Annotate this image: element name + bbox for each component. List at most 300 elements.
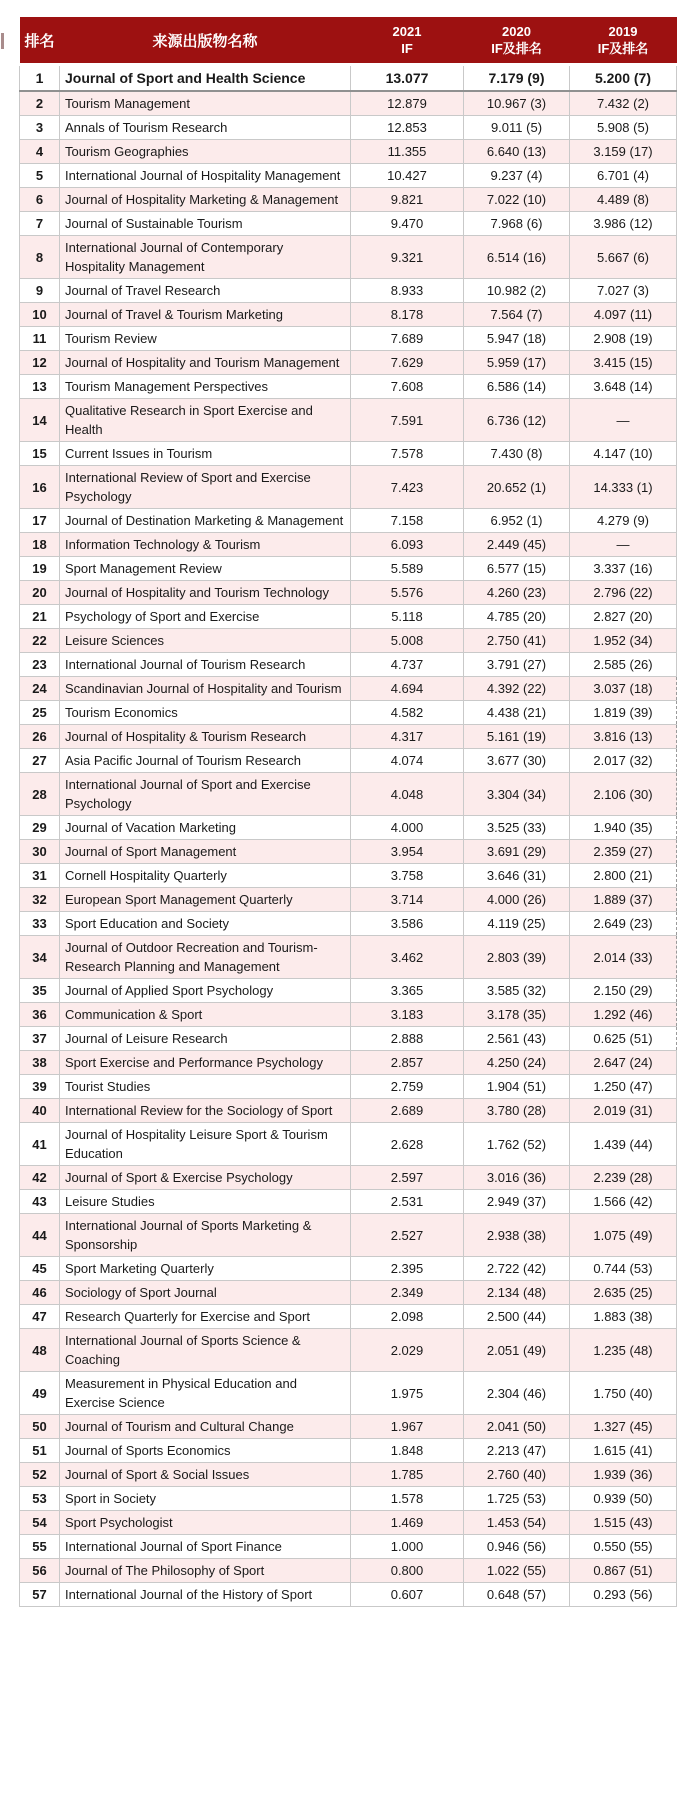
if-2019-cell: 2.649 (23): [570, 912, 677, 936]
journal-name-cell: Journal of Sport Management: [60, 840, 351, 864]
journal-name-cell: Communication & Sport: [60, 1003, 351, 1027]
rank-cell: 23: [20, 653, 60, 677]
if-2020-cell: 6.514 (16): [464, 236, 570, 279]
if-2019-cell: 2.796 (22): [570, 581, 677, 605]
if-2019-cell: 5.908 (5): [570, 116, 677, 140]
rank-cell: 15: [20, 442, 60, 466]
table-row: [20, 1166, 677, 1190]
if-2020-cell: 10.967 (3): [464, 91, 570, 116]
table-row: [20, 399, 677, 442]
rank-cell: 35: [20, 979, 60, 1003]
if-2021-cell: 3.714: [351, 888, 464, 912]
if-2020-cell: 2.750 (41): [464, 629, 570, 653]
if-2020-cell: 2.304 (46): [464, 1372, 570, 1415]
if-2021-cell: 2.888: [351, 1027, 464, 1051]
if-2019-cell: 1.940 (35): [570, 816, 677, 840]
if-2020-cell: 4.119 (25): [464, 912, 570, 936]
table-row: [20, 466, 677, 509]
if-2020-cell: 2.213 (47): [464, 1439, 570, 1463]
if-2019-cell: 2.017 (32): [570, 749, 677, 773]
if-2019-cell: 1.292 (46): [570, 1003, 677, 1027]
table-row: [20, 1463, 677, 1487]
table-row: [20, 816, 677, 840]
rank-cell: 24: [20, 677, 60, 701]
rank-cell: 45: [20, 1257, 60, 1281]
rank-cell: 44: [20, 1214, 60, 1257]
table-row: [20, 701, 677, 725]
table-row: [20, 1099, 677, 1123]
if-2021-cell: 2.531: [351, 1190, 464, 1214]
table-row: [20, 1415, 677, 1439]
if-2021-cell: 12.879: [351, 91, 464, 116]
if-2021-cell: 1.469: [351, 1511, 464, 1535]
if-2020-cell: 2.561 (43): [464, 1027, 570, 1051]
if-2020-cell: 4.250 (24): [464, 1051, 570, 1075]
journal-name-cell: International Journal of Hospitality Management: [60, 164, 351, 188]
if-2019-cell: —: [570, 399, 677, 442]
if-2020-cell: 20.652 (1): [464, 466, 570, 509]
journal-name-cell: Leisure Sciences: [60, 629, 351, 653]
if-2021-cell: 2.597: [351, 1166, 464, 1190]
rank-cell: 27: [20, 749, 60, 773]
table-row: [20, 677, 677, 701]
if-2020-cell: 4.438 (21): [464, 701, 570, 725]
table-row: [20, 116, 677, 140]
journal-name-cell: International Journal of Sports Science & Coaching: [60, 1329, 351, 1372]
journal-name-cell: Sport Marketing Quarterly: [60, 1257, 351, 1281]
journal-name-cell: Journal of Sports Economics: [60, 1439, 351, 1463]
table-row: [20, 533, 677, 557]
if-2020-cell: 5.947 (18): [464, 327, 570, 351]
header-journal-name: 来源出版物名称: [60, 17, 351, 65]
rank-cell: 50: [20, 1415, 60, 1439]
if-2019-cell: 14.333 (1): [570, 466, 677, 509]
if-2021-cell: 0.800: [351, 1559, 464, 1583]
if-2021-cell: 10.427: [351, 164, 464, 188]
rank-cell: 51: [20, 1439, 60, 1463]
if-2021-cell: 7.591: [351, 399, 464, 442]
table-row: [20, 1511, 677, 1535]
if-2020-cell: 9.237 (4): [464, 164, 570, 188]
table-row: [20, 509, 677, 533]
journal-name-cell: Sport Exercise and Performance Psychology: [60, 1051, 351, 1075]
header-rank: 排名: [20, 17, 60, 65]
table-row: [20, 1075, 677, 1099]
if-2021-cell: 8.933: [351, 279, 464, 303]
if-2019-cell: 3.986 (12): [570, 212, 677, 236]
table-row: [20, 1051, 677, 1075]
rank-cell: 49: [20, 1372, 60, 1415]
journal-name-cell: Journal of Sport & Exercise Psychology: [60, 1166, 351, 1190]
if-2019-cell: 4.279 (9): [570, 509, 677, 533]
if-2021-cell: 7.608: [351, 375, 464, 399]
if-2019-cell: 0.550 (55): [570, 1535, 677, 1559]
if-2020-cell: 6.640 (13): [464, 140, 570, 164]
header-2021-if: [351, 17, 464, 65]
header-2021-sub: IF: [401, 41, 413, 56]
left-edge-mark: [1, 33, 4, 49]
journal-name-cell: Sport Management Review: [60, 557, 351, 581]
if-2020-cell: 1.725 (53): [464, 1487, 570, 1511]
rank-cell: 40: [20, 1099, 60, 1123]
header-2020-if-rank: [464, 17, 570, 65]
if-2021-cell: 2.759: [351, 1075, 464, 1099]
rank-cell: 5: [20, 164, 60, 188]
table-row: [20, 749, 677, 773]
if-2020-cell: 1.022 (55): [464, 1559, 570, 1583]
table-row: [20, 1583, 677, 1607]
if-2019-cell: 2.150 (29): [570, 979, 677, 1003]
table-row: [20, 351, 677, 375]
if-2021-cell: 7.629: [351, 351, 464, 375]
if-2021-cell: 7.689: [351, 327, 464, 351]
if-2019-cell: 3.415 (15): [570, 351, 677, 375]
if-2019-cell: 1.235 (48): [570, 1329, 677, 1372]
if-2020-cell: 3.525 (33): [464, 816, 570, 840]
if-2021-cell: 2.098: [351, 1305, 464, 1329]
if-2019-cell: 7.027 (3): [570, 279, 677, 303]
if-2019-cell: 5.667 (6): [570, 236, 677, 279]
if-2020-cell: 3.691 (29): [464, 840, 570, 864]
if-2020-cell: 2.500 (44): [464, 1305, 570, 1329]
rank-cell: 22: [20, 629, 60, 653]
table-row: [20, 279, 677, 303]
table-header: [20, 17, 677, 65]
header-2019-year: 2019: [608, 24, 638, 39]
if-2021-cell: 6.093: [351, 533, 464, 557]
table-row: [20, 557, 677, 581]
rank-cell: 9: [20, 279, 60, 303]
if-2021-cell: 5.589: [351, 557, 464, 581]
if-2020-cell: 7.564 (7): [464, 303, 570, 327]
journal-name-cell: Information Technology & Tourism: [60, 533, 351, 557]
if-2021-cell: 1.975: [351, 1372, 464, 1415]
if-2020-cell: 2.134 (48): [464, 1281, 570, 1305]
if-2019-cell: 5.200 (7): [570, 65, 677, 92]
rank-cell: 17: [20, 509, 60, 533]
rank-cell: 55: [20, 1535, 60, 1559]
if-2019-cell: 0.625 (51): [570, 1027, 677, 1051]
rank-cell: 39: [20, 1075, 60, 1099]
if-2020-cell: 1.762 (52): [464, 1123, 570, 1166]
if-2020-cell: 2.760 (40): [464, 1463, 570, 1487]
if-2019-cell: —: [570, 533, 677, 557]
table-row: [20, 1439, 677, 1463]
if-2021-cell: 3.462: [351, 936, 464, 979]
if-2019-cell: 1.515 (43): [570, 1511, 677, 1535]
journal-name-cell: International Journal of Sport Finance: [60, 1535, 351, 1559]
table-row: [20, 164, 677, 188]
header-2019-sub: IF及排名: [597, 41, 649, 56]
journal-name-cell: Journal of Outdoor Recreation and Tourism-Research Planning and Management: [60, 936, 351, 979]
rank-cell: 6: [20, 188, 60, 212]
rank-cell: 43: [20, 1190, 60, 1214]
if-2021-cell: 4.074: [351, 749, 464, 773]
table-row: [20, 1003, 677, 1027]
rank-cell: 26: [20, 725, 60, 749]
if-2021-cell: 2.395: [351, 1257, 464, 1281]
if-2019-cell: 7.432 (2): [570, 91, 677, 116]
table-body: [20, 65, 677, 1607]
journal-name-cell: Research Quarterly for Exercise and Sport: [60, 1305, 351, 1329]
if-2020-cell: 3.016 (36): [464, 1166, 570, 1190]
table-row: [20, 629, 677, 653]
if-2021-cell: 1.000: [351, 1535, 464, 1559]
table-row: [20, 979, 677, 1003]
rank-cell: 28: [20, 773, 60, 816]
if-2020-cell: 4.260 (23): [464, 581, 570, 605]
journal-name-cell: Leisure Studies: [60, 1190, 351, 1214]
journal-ranking-table: [19, 17, 677, 1607]
if-2020-cell: 3.646 (31): [464, 864, 570, 888]
if-2020-cell: 3.791 (27): [464, 653, 570, 677]
if-2021-cell: 2.628: [351, 1123, 464, 1166]
if-2021-cell: 2.029: [351, 1329, 464, 1372]
if-2019-cell: 2.635 (25): [570, 1281, 677, 1305]
rank-cell: 33: [20, 912, 60, 936]
if-2019-cell: 2.106 (30): [570, 773, 677, 816]
if-2021-cell: 2.527: [351, 1214, 464, 1257]
table-row: [20, 653, 677, 677]
journal-name-cell: International Journal of the History of Sport: [60, 1583, 351, 1607]
journal-name-cell: Tourism Geographies: [60, 140, 351, 164]
if-2020-cell: 10.982 (2): [464, 279, 570, 303]
journal-name-cell: Journal of Hospitality and Tourism Management: [60, 351, 351, 375]
if-2019-cell: 1.883 (38): [570, 1305, 677, 1329]
if-2020-cell: 6.586 (14): [464, 375, 570, 399]
table-row: [20, 303, 677, 327]
rank-cell: 52: [20, 1463, 60, 1487]
journal-name-cell: Sociology of Sport Journal: [60, 1281, 351, 1305]
if-2019-cell: 2.359 (27): [570, 840, 677, 864]
rank-cell: 21: [20, 605, 60, 629]
rank-cell: 36: [20, 1003, 60, 1027]
if-2019-cell: 2.647 (24): [570, 1051, 677, 1075]
table-row: [20, 773, 677, 816]
if-2019-cell: 0.293 (56): [570, 1583, 677, 1607]
if-2020-cell: 0.648 (57): [464, 1583, 570, 1607]
if-2019-cell: 0.939 (50): [570, 1487, 677, 1511]
table-row: [20, 327, 677, 351]
if-2019-cell: 1.566 (42): [570, 1190, 677, 1214]
table-row: [20, 1329, 677, 1372]
rank-cell: 14: [20, 399, 60, 442]
journal-name-cell: Journal of Vacation Marketing: [60, 816, 351, 840]
journal-name-cell: Psychology of Sport and Exercise: [60, 605, 351, 629]
rank-cell: 56: [20, 1559, 60, 1583]
rank-cell: 20: [20, 581, 60, 605]
journal-name-cell: Journal of Sport and Health Science: [60, 65, 351, 92]
if-2020-cell: 7.022 (10): [464, 188, 570, 212]
if-2021-cell: 1.848: [351, 1439, 464, 1463]
table-row: [20, 375, 677, 399]
if-2020-cell: 7.430 (8): [464, 442, 570, 466]
if-2019-cell: 1.615 (41): [570, 1439, 677, 1463]
if-2021-cell: 3.183: [351, 1003, 464, 1027]
if-2021-cell: 5.008: [351, 629, 464, 653]
table-row: [20, 912, 677, 936]
journal-name-cell: Journal of Hospitality and Tourism Technology: [60, 581, 351, 605]
if-2020-cell: 7.968 (6): [464, 212, 570, 236]
if-2019-cell: 2.908 (19): [570, 327, 677, 351]
if-2021-cell: 4.048: [351, 773, 464, 816]
journal-name-cell: Cornell Hospitality Quarterly: [60, 864, 351, 888]
rank-cell: 41: [20, 1123, 60, 1166]
if-2019-cell: 4.489 (8): [570, 188, 677, 212]
if-2019-cell: 3.816 (13): [570, 725, 677, 749]
journal-name-cell: Journal of Travel & Tourism Marketing: [60, 303, 351, 327]
journal-name-cell: Tourism Review: [60, 327, 351, 351]
if-2020-cell: 2.051 (49): [464, 1329, 570, 1372]
if-2020-cell: 2.722 (42): [464, 1257, 570, 1281]
if-2020-cell: 1.453 (54): [464, 1511, 570, 1535]
journal-name-cell: International Journal of Sport and Exercise Psychology: [60, 773, 351, 816]
journal-name-cell: Tourism Management Perspectives: [60, 375, 351, 399]
if-2019-cell: 2.800 (21): [570, 864, 677, 888]
table-row: [20, 1559, 677, 1583]
rank-cell: 19: [20, 557, 60, 581]
header-row: [20, 17, 677, 65]
if-2021-cell: 12.853: [351, 116, 464, 140]
if-2020-cell: 6.952 (1): [464, 509, 570, 533]
if-2020-cell: 2.949 (37): [464, 1190, 570, 1214]
if-2021-cell: 3.758: [351, 864, 464, 888]
if-2021-cell: 9.470: [351, 212, 464, 236]
table-row: [20, 1257, 677, 1281]
if-2019-cell: 3.648 (14): [570, 375, 677, 399]
rank-cell: 2: [20, 91, 60, 116]
table-row: [20, 936, 677, 979]
if-2020-cell: 2.449 (45): [464, 533, 570, 557]
journal-name-cell: Journal of The Philosophy of Sport: [60, 1559, 351, 1583]
journal-name-cell: Tourism Management: [60, 91, 351, 116]
table-row: [20, 1487, 677, 1511]
rank-cell: 30: [20, 840, 60, 864]
rank-cell: 4: [20, 140, 60, 164]
if-2019-cell: 6.701 (4): [570, 164, 677, 188]
if-2020-cell: 1.904 (51): [464, 1075, 570, 1099]
if-2020-cell: 3.780 (28): [464, 1099, 570, 1123]
if-2020-cell: 3.178 (35): [464, 1003, 570, 1027]
journal-name-cell: Journal of Hospitality Marketing & Management: [60, 188, 351, 212]
if-2019-cell: 1.952 (34): [570, 629, 677, 653]
table-row: [20, 188, 677, 212]
table-row: [20, 605, 677, 629]
journal-name-cell: Annals of Tourism Research: [60, 116, 351, 140]
rank-cell: 57: [20, 1583, 60, 1607]
rank-cell: 13: [20, 375, 60, 399]
if-2021-cell: 3.954: [351, 840, 464, 864]
rank-cell: 42: [20, 1166, 60, 1190]
table-row: [20, 840, 677, 864]
rank-cell: 29: [20, 816, 60, 840]
if-2019-cell: 1.250 (47): [570, 1075, 677, 1099]
rank-cell: 47: [20, 1305, 60, 1329]
rank-cell: 12: [20, 351, 60, 375]
if-2021-cell: 7.578: [351, 442, 464, 466]
journal-name-cell: International Journal of Contemporary Hospitality Management: [60, 236, 351, 279]
journal-name-cell: Scandinavian Journal of Hospitality and Tourism: [60, 677, 351, 701]
if-2020-cell: 7.179 (9): [464, 65, 570, 92]
if-2020-cell: 4.785 (20): [464, 605, 570, 629]
if-2019-cell: 1.439 (44): [570, 1123, 677, 1166]
rank-cell: 34: [20, 936, 60, 979]
if-2021-cell: 0.607: [351, 1583, 464, 1607]
if-2020-cell: 3.677 (30): [464, 749, 570, 773]
rank-cell: 25: [20, 701, 60, 725]
if-2021-cell: 13.077: [351, 65, 464, 92]
if-2019-cell: 4.147 (10): [570, 442, 677, 466]
rank-cell: 46: [20, 1281, 60, 1305]
table-row: [20, 236, 677, 279]
table-row: [20, 1305, 677, 1329]
rank-cell: 54: [20, 1511, 60, 1535]
rank-cell: 32: [20, 888, 60, 912]
header-2020-year: 2020: [502, 24, 531, 39]
journal-name-cell: Journal of Applied Sport Psychology: [60, 979, 351, 1003]
if-2021-cell: 2.689: [351, 1099, 464, 1123]
rank-cell: 8: [20, 236, 60, 279]
journal-name-cell: European Sport Management Quarterly: [60, 888, 351, 912]
journal-name-cell: Measurement in Physical Education and Exercise Science: [60, 1372, 351, 1415]
rank-cell: 38: [20, 1051, 60, 1075]
if-2020-cell: 3.585 (32): [464, 979, 570, 1003]
rank-cell: 16: [20, 466, 60, 509]
table-row: [20, 581, 677, 605]
if-2019-cell: 2.585 (26): [570, 653, 677, 677]
rank-cell: 11: [20, 327, 60, 351]
table-row: [20, 1123, 677, 1166]
if-2019-cell: 2.014 (33): [570, 936, 677, 979]
if-2020-cell: 4.392 (22): [464, 677, 570, 701]
if-2020-cell: 6.577 (15): [464, 557, 570, 581]
if-2020-cell: 0.946 (56): [464, 1535, 570, 1559]
table-row: [20, 1190, 677, 1214]
if-2020-cell: 6.736 (12): [464, 399, 570, 442]
if-2021-cell: 3.586: [351, 912, 464, 936]
if-2021-cell: 1.578: [351, 1487, 464, 1511]
table-row: [20, 1535, 677, 1559]
if-2019-cell: 1.327 (45): [570, 1415, 677, 1439]
if-2021-cell: 7.423: [351, 466, 464, 509]
if-2020-cell: 5.959 (17): [464, 351, 570, 375]
table-row: [20, 140, 677, 164]
table-row: [20, 1372, 677, 1415]
if-2021-cell: 4.317: [351, 725, 464, 749]
table-row: [20, 65, 677, 92]
if-2019-cell: 0.867 (51): [570, 1559, 677, 1583]
rank-cell: 10: [20, 303, 60, 327]
if-2019-cell: 4.097 (11): [570, 303, 677, 327]
rank-cell: 3: [20, 116, 60, 140]
if-2021-cell: 11.355: [351, 140, 464, 164]
rank-cell: 31: [20, 864, 60, 888]
journal-name-cell: Journal of Sport & Social Issues: [60, 1463, 351, 1487]
if-2021-cell: 5.118: [351, 605, 464, 629]
rank-cell: 48: [20, 1329, 60, 1372]
table-row: [20, 1281, 677, 1305]
journal-name-cell: Journal of Tourism and Cultural Change: [60, 1415, 351, 1439]
if-2019-cell: 1.819 (39): [570, 701, 677, 725]
table-row: [20, 91, 677, 116]
table-row: [20, 1027, 677, 1051]
if-2021-cell: 3.365: [351, 979, 464, 1003]
rank-cell: 7: [20, 212, 60, 236]
rank-cell: 1: [20, 65, 60, 92]
if-2019-cell: 3.159 (17): [570, 140, 677, 164]
journal-name-cell: International Journal of Tourism Research: [60, 653, 351, 677]
if-2020-cell: 2.938 (38): [464, 1214, 570, 1257]
